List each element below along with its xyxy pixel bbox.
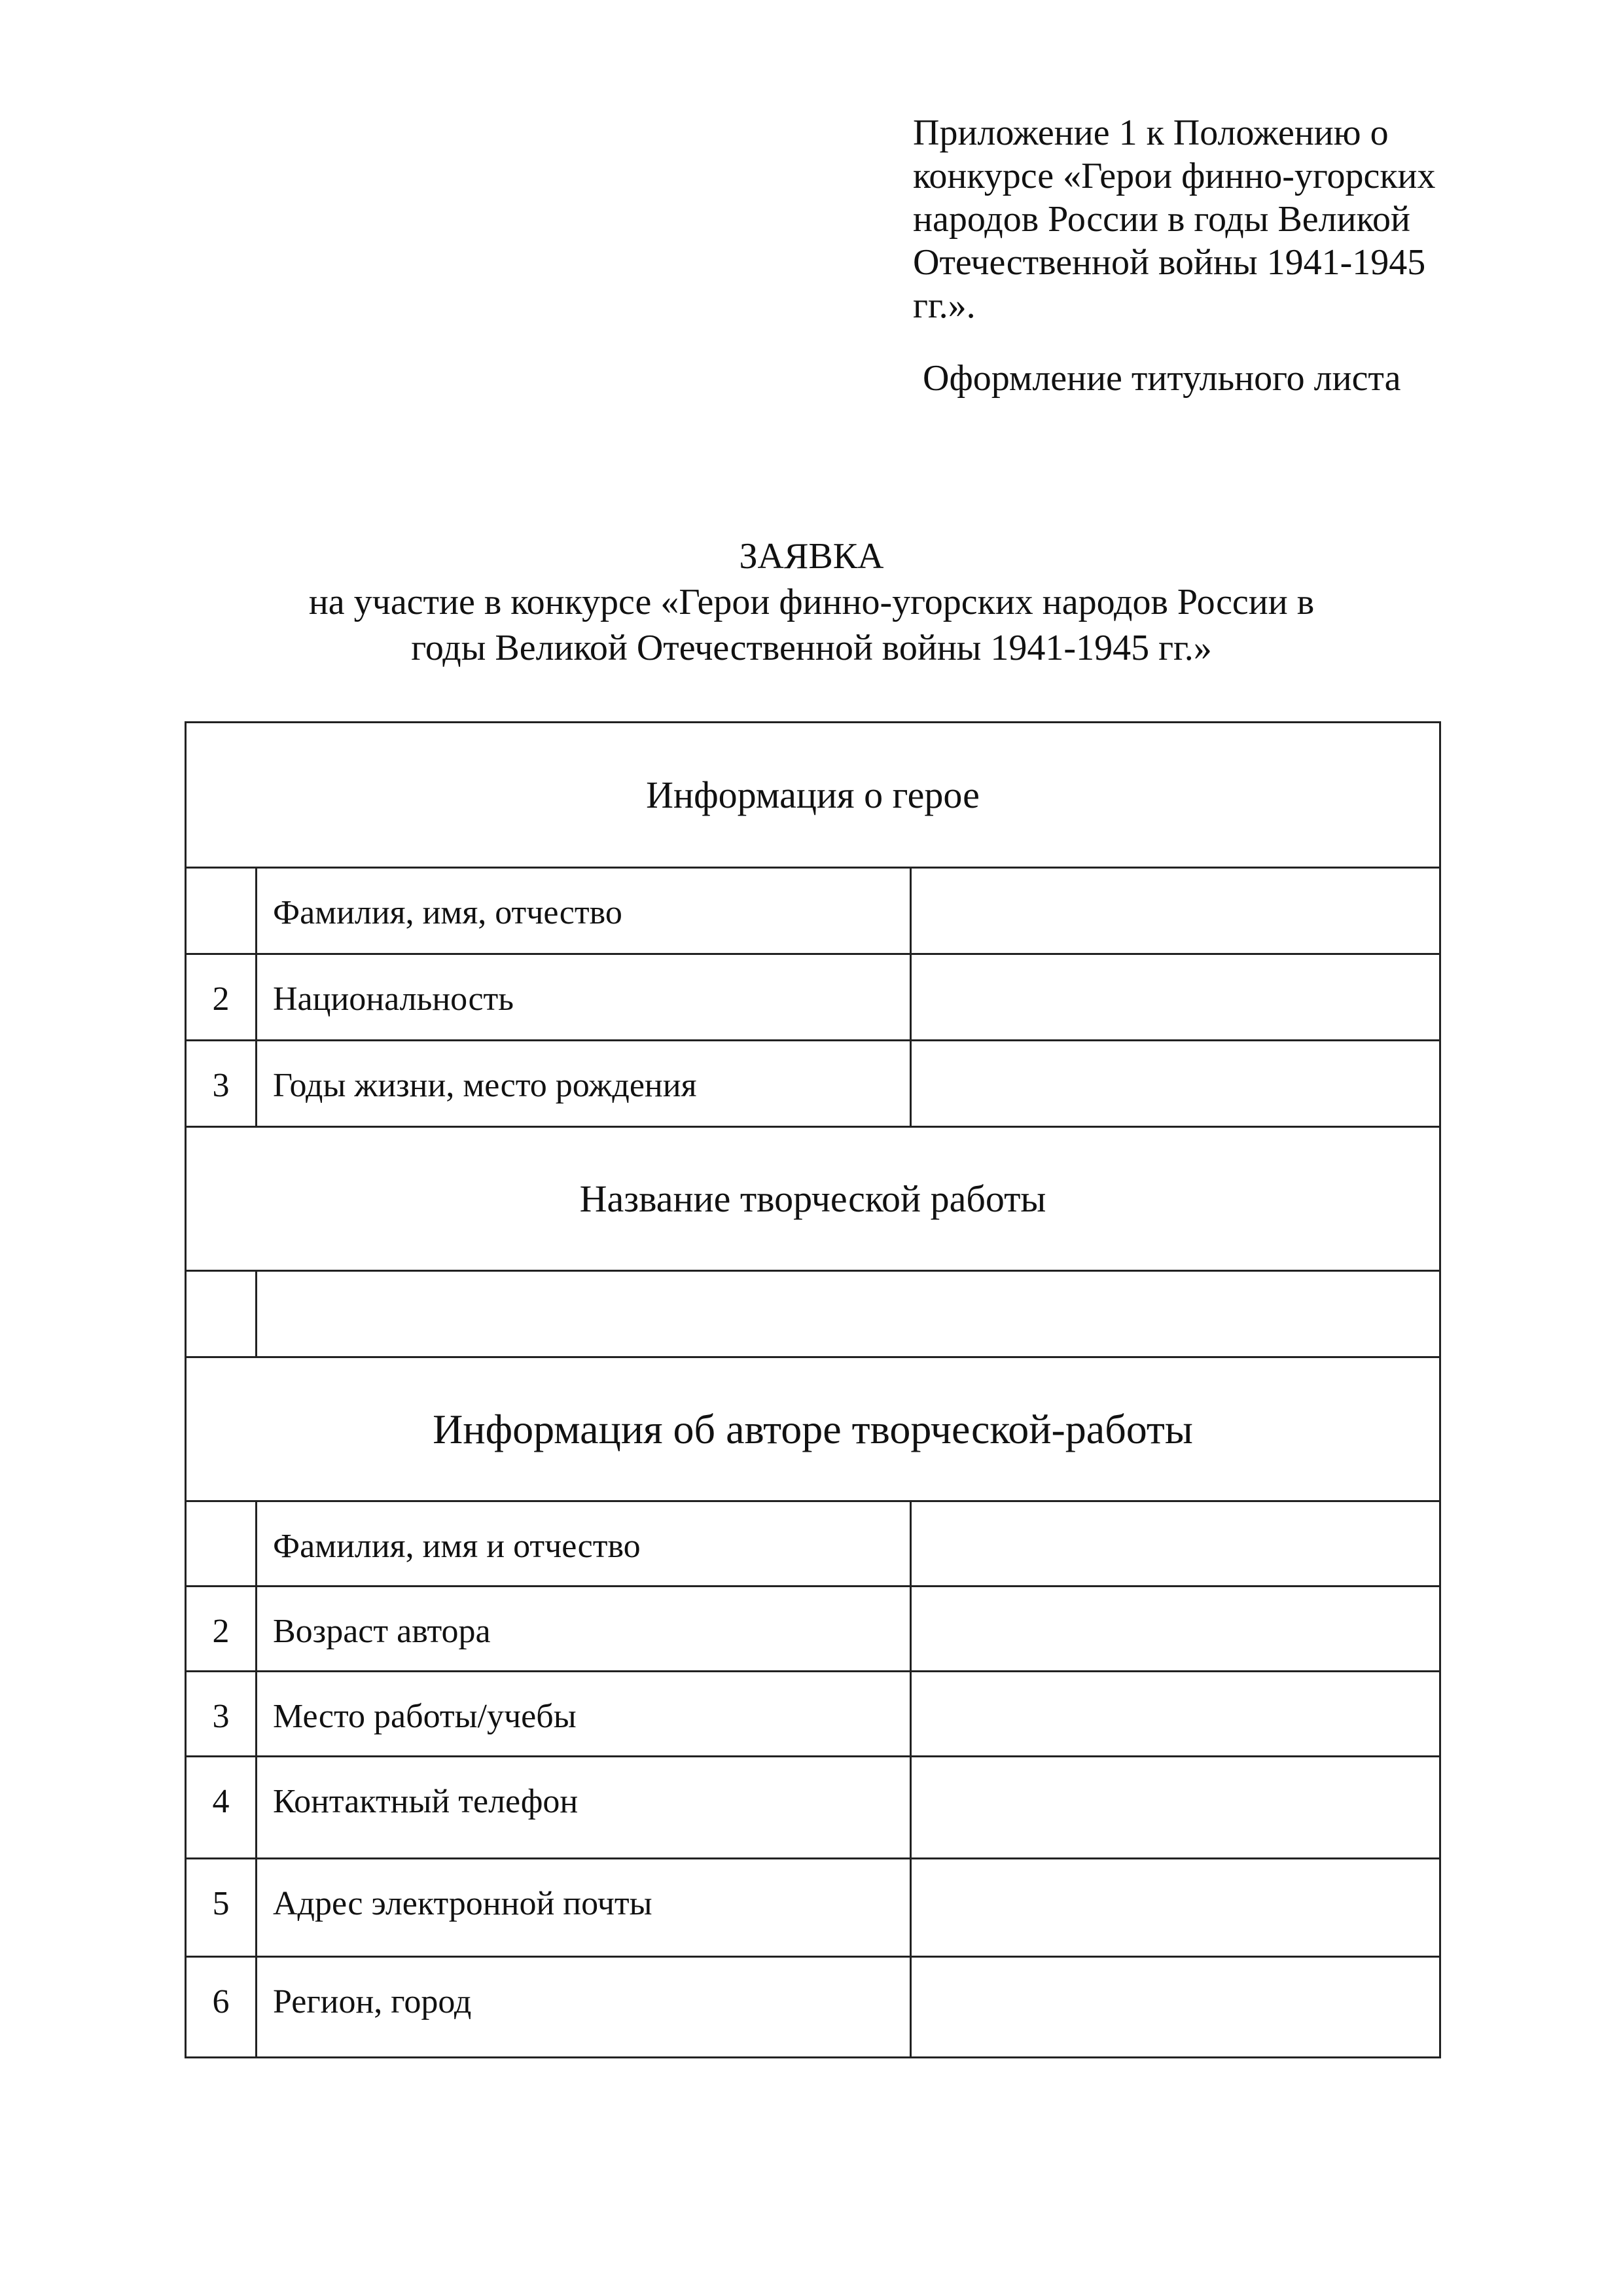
table-row xyxy=(187,1272,1439,1358)
row-label: Адрес электронной почты xyxy=(257,1859,912,1956)
table-row xyxy=(187,1502,1439,1587)
appendix-line: гг.». xyxy=(913,285,976,326)
appendix-line: конкурсе «Герои финно-угорских xyxy=(913,156,1436,196)
hero-nationality-field[interactable] xyxy=(912,955,1439,1039)
row-number: 3 xyxy=(187,1041,257,1126)
title-page-subtitle: Оформление титульного листа xyxy=(923,358,1401,399)
appendix-note xyxy=(913,111,1502,327)
row-label: Место работы/учебы xyxy=(257,1672,912,1755)
row-number xyxy=(187,869,257,953)
author-region-city-field[interactable] xyxy=(912,1958,1439,2056)
table-row xyxy=(187,1041,1439,1128)
row-label: Национальность xyxy=(257,955,912,1039)
table-row xyxy=(187,1757,1439,1859)
author-section-header: Информация об авторе творческой-работы xyxy=(187,1358,1439,1502)
application-line-1: на участие в конкурсе «Герои финно-угорских народов России в xyxy=(308,582,1315,622)
table-row xyxy=(187,869,1439,955)
table-row xyxy=(187,1958,1439,2056)
row-label: Фамилия, имя и отчество xyxy=(257,1502,912,1585)
appendix-line: Отечественной войны 1941-1945 xyxy=(913,242,1426,283)
author-full-name-field[interactable] xyxy=(912,1502,1439,1585)
work-title-field[interactable] xyxy=(257,1272,1439,1356)
table-row xyxy=(187,955,1439,1041)
row-label: Фамилия, имя, отчество xyxy=(257,869,912,953)
work-section-header: Название творческой работы xyxy=(187,1128,1439,1272)
row-number: 3 xyxy=(187,1672,257,1755)
row-label: Годы жизни, место рождения xyxy=(257,1041,912,1126)
row-label: Возраст автора xyxy=(257,1587,912,1670)
table-row xyxy=(187,1587,1439,1672)
author-age-field[interactable] xyxy=(912,1587,1439,1670)
application-form-table xyxy=(185,721,1441,2058)
hero-full-name-field[interactable] xyxy=(912,869,1439,953)
application-line-2: годы Великой Отечественной войны 1941-1945 гг.» xyxy=(411,628,1212,668)
author-phone-field[interactable] xyxy=(912,1757,1439,1857)
author-workplace-field[interactable] xyxy=(912,1672,1439,1755)
row-number xyxy=(187,1272,257,1356)
row-number: 2 xyxy=(187,955,257,1039)
row-number: 2 xyxy=(187,1587,257,1670)
application-title: ЗАЯВКА xyxy=(739,536,884,577)
application-heading xyxy=(0,533,1623,671)
row-number xyxy=(187,1502,257,1585)
row-number: 4 xyxy=(187,1757,257,1857)
hero-years-birthplace-field[interactable] xyxy=(912,1041,1439,1126)
hero-section-header: Информация о герое xyxy=(187,723,1439,869)
appendix-line: Приложение 1 к Положению о xyxy=(913,113,1389,153)
row-number: 5 xyxy=(187,1859,257,1956)
row-label: Регион, город xyxy=(257,1958,912,2056)
row-label: Контактный телефон xyxy=(257,1757,912,1857)
row-number: 6 xyxy=(187,1958,257,2056)
appendix-line: народов России в годы Великой xyxy=(913,199,1410,240)
table-row xyxy=(187,1672,1439,1757)
author-email-field[interactable] xyxy=(912,1859,1439,1956)
table-row xyxy=(187,1859,1439,1958)
